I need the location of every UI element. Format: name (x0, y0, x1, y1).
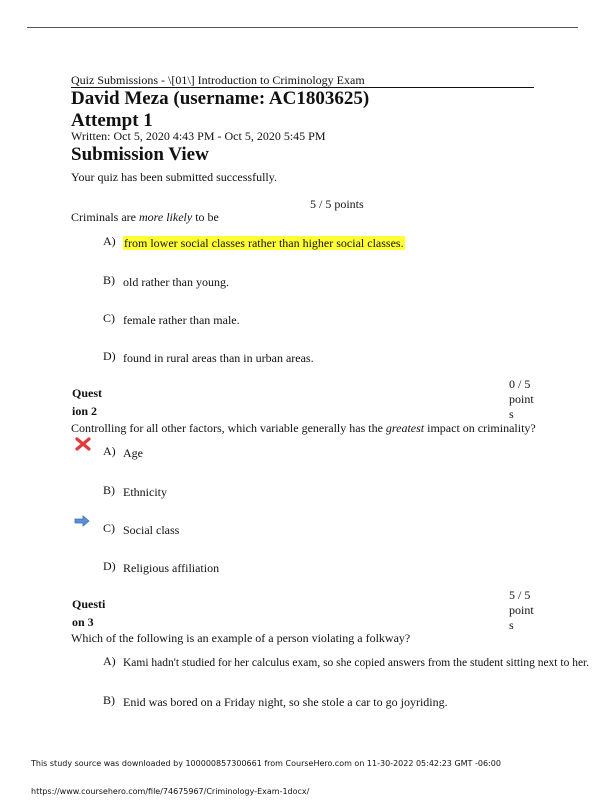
student-name-heading: David Meza (username: AC1803625) (71, 88, 370, 109)
attempt-heading: Attempt 1 (71, 110, 153, 131)
answer-option[interactable]: Enid was bored on a Friday night, so she stole a car to go joyriding. (123, 695, 448, 709)
question-2-points: 0 / 5 point s (509, 377, 534, 421)
submission-view-heading: Submission View (71, 144, 209, 165)
answer-letter: B) (103, 693, 115, 707)
incorrect-x-icon (75, 437, 91, 451)
written-timestamp: Written: Oct 5, 2020 4:43 PM - Oct 5, 2020 5:45 PM (71, 129, 326, 143)
answer-option-correct[interactable]: Social class (123, 523, 180, 537)
answer-letter: C) (103, 311, 115, 325)
answer-option[interactable]: female rather than male. (123, 313, 240, 327)
question-2-label: Quest ion 2 (72, 386, 102, 418)
question-2-text: Controlling for all other factors, which variable generally has the greatest impact on criminality? (71, 421, 536, 435)
question-3-points: 5 / 5 point s (509, 588, 534, 632)
answer-letter: D) (103, 559, 116, 573)
question-3-text: Which of the following is an example of a person violating a folkway? (71, 631, 411, 645)
question-1-text: Criminals are more likely to be (71, 210, 219, 224)
question-3-label: Questi on 3 (72, 597, 106, 629)
answer-option-selected-incorrect[interactable]: Age (123, 446, 143, 460)
answer-option[interactable]: old rather than young. (123, 275, 229, 289)
success-message: Your quiz has been submitted successfully. (71, 170, 277, 184)
top-divider (27, 27, 578, 28)
answer-letter: B) (103, 273, 115, 287)
question-1-points: 5 / 5 points (310, 197, 364, 211)
answer-option[interactable]: Kami hadn't studied for her calculus exam, so she copied answers from the student sitting next to her. (123, 657, 590, 669)
answer-letter: A) (103, 234, 116, 248)
download-notice: This study source was downloaded by 100000857300661 from CourseHero.com on 11-30-2022 05:42:23 GMT -06:00 (31, 759, 501, 768)
answer-letter: D) (103, 349, 116, 363)
answer-letter: B) (103, 483, 115, 497)
source-url-link[interactable]: https://www.coursehero.com/file/74675967/Criminology-Exam-1docx/ (31, 787, 310, 796)
answer-letter: C) (103, 521, 115, 535)
answer-letter: A) (103, 654, 116, 668)
breadcrumb[interactable]: Quiz Submissions - \[01\] Introduction to Criminology Exam (71, 73, 534, 88)
answer-text-highlighted: from lower social classes rather than higher social classes. (124, 236, 404, 250)
answer-option[interactable]: Ethnicity (123, 485, 167, 499)
answer-option-correct[interactable] (123, 236, 405, 250)
correct-answer-arrow-icon (74, 514, 90, 528)
answer-letter: A) (103, 444, 116, 458)
answer-option[interactable]: Religious affiliation (123, 561, 220, 575)
answer-option[interactable]: found in rural areas than in urban areas. (123, 351, 314, 365)
